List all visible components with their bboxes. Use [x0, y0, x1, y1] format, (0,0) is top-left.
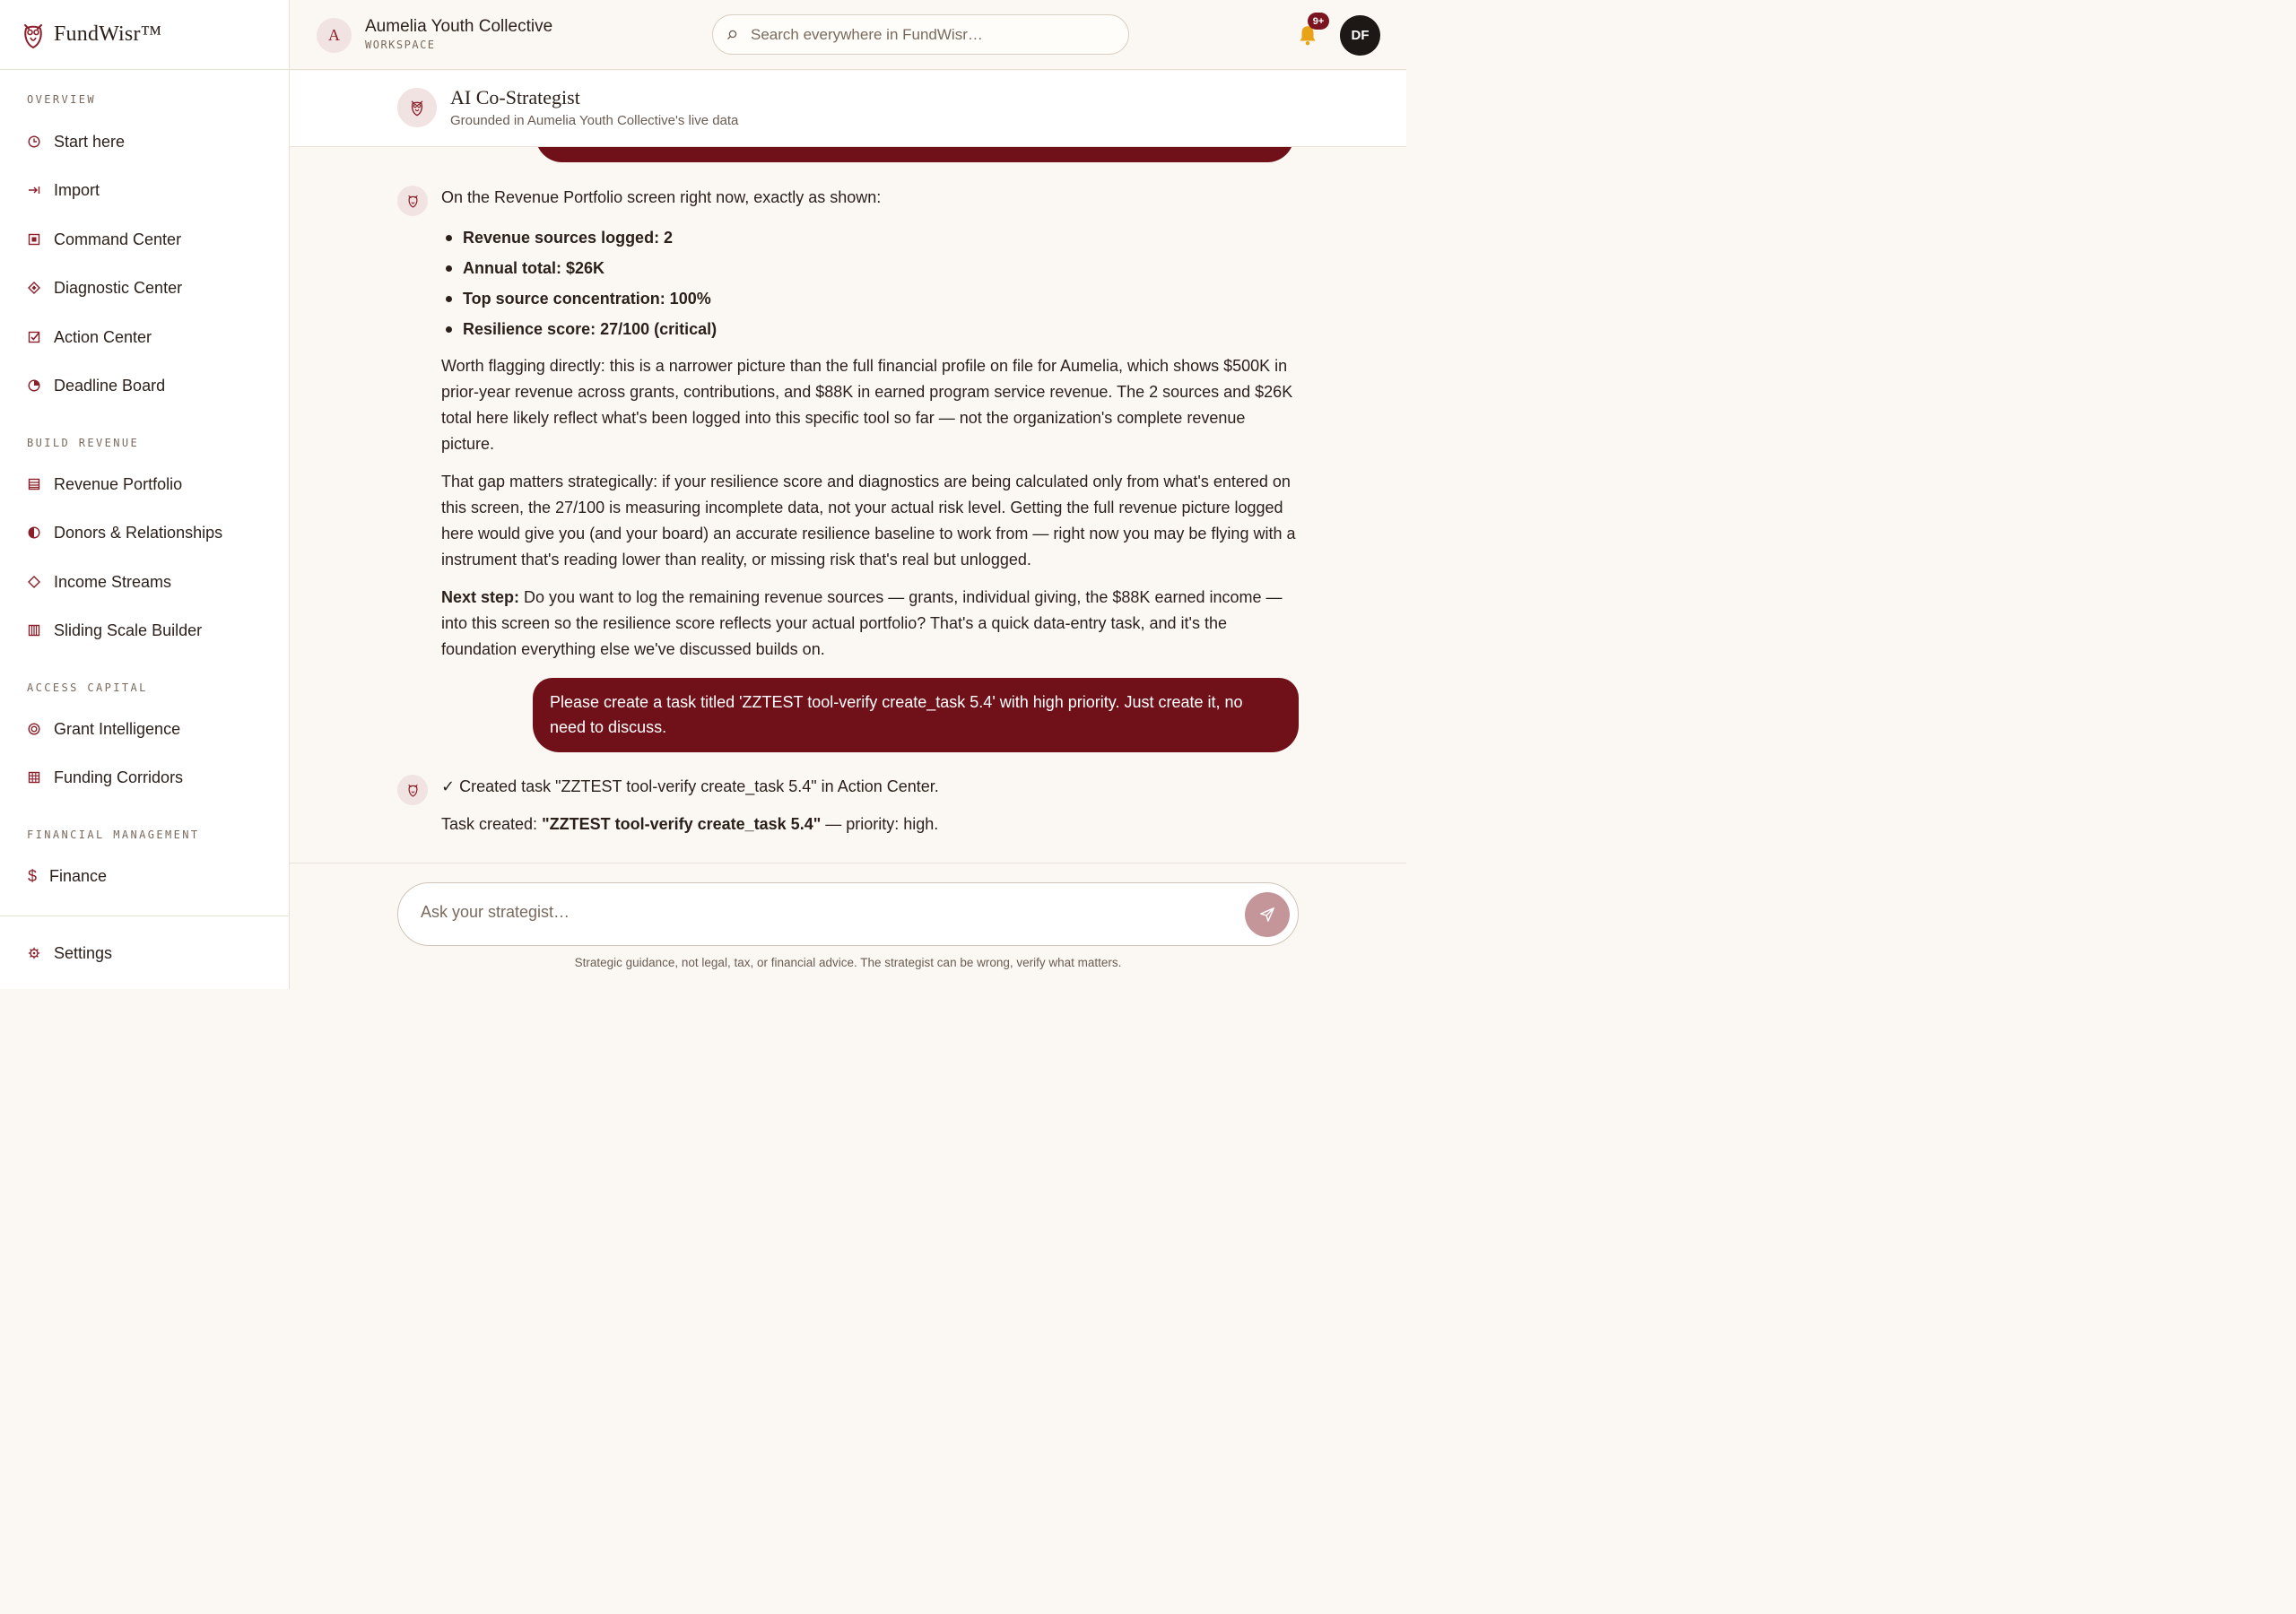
brand-name: FundWisr™ — [54, 22, 162, 46]
list-item: Top source concentration: 100% — [441, 283, 1298, 314]
dollar-icon: $ — [27, 866, 37, 885]
sidebar — [0, 0, 290, 989]
clock-icon — [27, 134, 41, 149]
user-message-bubble: Please create a task titled 'ZZTEST tool-verify create_task 5.4' with high priority. Just create it, no need to discuss. — [533, 678, 1299, 752]
search-icon — [726, 29, 738, 41]
sidebar-item-start-here[interactable] — [0, 122, 289, 161]
sidebar-item-label: Action Center — [54, 327, 152, 346]
metrics-list — [441, 222, 1298, 344]
next-step-text: Do you want to log the remaining revenue sources — grants, individual giving, the $88K earned income — into this screen so the resilience score reflects your actual portfolio? That's a quick data-entry task, and it's the foundation everything else we've discussed builds on. — [441, 588, 1283, 658]
list-item: Annual total: $26K — [441, 253, 1298, 283]
task-confirmation: ✓ Created task "ZZTEST tool-verify create_task 5.4" in Action Center. — [441, 777, 939, 795]
sidebar-item-funding-corridors[interactable] — [0, 758, 289, 797]
gear-icon — [27, 946, 41, 960]
section-label-build-revenue: BUILD REVENUE — [27, 437, 140, 449]
sidebar-item-settings[interactable] — [0, 933, 289, 973]
message-intro: On the Revenue Portfolio screen right now, exactly as shown: — [441, 188, 882, 206]
sidebar-item-label: Donors & Relationships — [54, 523, 223, 542]
list-item: Revenue sources logged: 2 — [441, 222, 1298, 253]
sidebar-item-label: Funding Corridors — [54, 768, 184, 786]
sidebar-item-label: Finance — [49, 866, 108, 885]
sidebar-item-label: Command Center — [54, 230, 182, 248]
user-message-bubble-previous — [535, 147, 1294, 162]
section-label-overview: OVERVIEW — [27, 93, 96, 106]
sidebar-item-label: Import — [54, 180, 100, 199]
send-button[interactable] — [1245, 892, 1290, 937]
user-avatar[interactable]: DF — [1340, 15, 1380, 56]
message-paragraph: That gap matters strategically: if your resilience score and diagnostics are being calculated only from what's entered on this screen, the 27/100 is measuring incomplete data, not your actual risk level. Getting the full revenue picture logged here would give you (and your board) an accurate resilience baseline to work from — right now you may be flying with a instrument that's reading lower than reality, or missing risk that's real but unlogged. — [441, 473, 1296, 568]
sidebar-item-diagnostic-center[interactable] — [0, 268, 289, 308]
composer-area — [290, 863, 1406, 989]
strategist-title: AI Co-Strategist — [450, 86, 580, 108]
section-label-access-capital: ACCESS CAPITAL — [27, 681, 148, 694]
disclaimer: Strategic guidance, not legal, tax, or financial advice. The strategist can be wrong, verify what matters. — [574, 956, 1122, 969]
search-input[interactable] — [751, 26, 1109, 44]
topbar — [290, 0, 1406, 70]
diamond-dot-icon — [27, 281, 41, 295]
pie-icon — [27, 378, 41, 393]
strategist-avatar — [397, 186, 428, 216]
sidebar-item-grant-intelligence[interactable] — [0, 709, 289, 749]
workspace-label: WORKSPACE — [365, 39, 436, 51]
sidebar-item-sliding-scale-builder[interactable] — [0, 611, 289, 650]
diamond-outline-icon — [27, 575, 41, 589]
task-summary — [441, 811, 1298, 837]
section-label-financial-management: FINANCIAL MANAGEMENT — [27, 829, 200, 841]
sidebar-item-action-center[interactable] — [0, 317, 289, 357]
send-icon — [1259, 907, 1275, 923]
task-title: "ZZTEST tool-verify create_task 5.4" — [542, 815, 822, 833]
task-priority: — priority: high. — [821, 815, 939, 833]
owl-logo-icon — [22, 21, 45, 49]
sidebar-item-label: Diagnostic Center — [54, 278, 183, 297]
sidebar-item-label: Start here — [54, 132, 126, 151]
sidebar-item-label: Grant Intelligence — [54, 719, 181, 738]
workspace-avatar[interactable]: A — [317, 18, 352, 53]
bars-icon — [27, 623, 41, 638]
sidebar-footer — [0, 915, 289, 989]
sidebar-item-import[interactable] — [0, 170, 289, 210]
strategist-avatar — [397, 775, 428, 805]
list-item: Resilience score: 27/100 (critical) — [441, 314, 1298, 344]
message-input[interactable] — [421, 903, 1228, 922]
sidebar-item-deadline-board[interactable] — [0, 366, 289, 405]
next-step-label: Next step: — [441, 588, 520, 606]
sidebar-item-donors-relationships[interactable] — [0, 513, 289, 552]
task-summary-prefix: Task created: — [441, 815, 543, 833]
sidebar-item-label: Income Streams — [54, 572, 172, 591]
target-icon — [27, 722, 41, 736]
sidebar-item-label: Revenue Portfolio — [54, 474, 183, 493]
half-circle-icon — [27, 525, 41, 540]
grid-icon — [27, 770, 41, 785]
message-paragraph: Worth flagging directly: this is a narrower picture than the full financial profile on file for Aumelia, which shows $500K in prior-year revenue across grants, contributions, and $88K in earned program service revenue. The 2 sources and $26K total here likely reflect what's been logged into this specific tool so far — not the organization's complete revenue picture. — [441, 357, 1293, 453]
chat-thread[interactable] — [290, 147, 1406, 863]
sidebar-item-income-streams[interactable] — [0, 562, 289, 602]
sidebar-item-label: Settings — [54, 943, 113, 962]
workspace-name[interactable]: Aumelia Youth Collective — [365, 17, 553, 36]
sidebar-item-label: Sliding Scale Builder — [54, 620, 203, 639]
sidebar-item-label: Deadline Board — [54, 376, 166, 395]
owl-icon — [397, 88, 437, 127]
arrow-right-bar-icon — [27, 183, 41, 197]
checkbox-icon — [27, 330, 41, 344]
sidebar-item-command-center[interactable] — [0, 220, 289, 259]
assistant-message — [441, 185, 1298, 674]
strategist-header — [290, 71, 1406, 147]
brand[interactable] — [0, 0, 289, 70]
square-dot-icon — [27, 232, 41, 247]
assistant-message — [441, 774, 1298, 849]
message-next-step — [441, 585, 1298, 663]
strategist-subtitle: Grounded in Aumelia Youth Collective's live data — [450, 113, 739, 128]
sidebar-item-revenue-portfolio[interactable] — [0, 464, 289, 504]
global-search[interactable] — [712, 14, 1129, 55]
sidebar-item-finance[interactable] — [0, 856, 289, 896]
notification-badge: 9+ — [1308, 13, 1329, 30]
lines-icon — [27, 477, 41, 491]
composer[interactable] — [397, 882, 1299, 946]
